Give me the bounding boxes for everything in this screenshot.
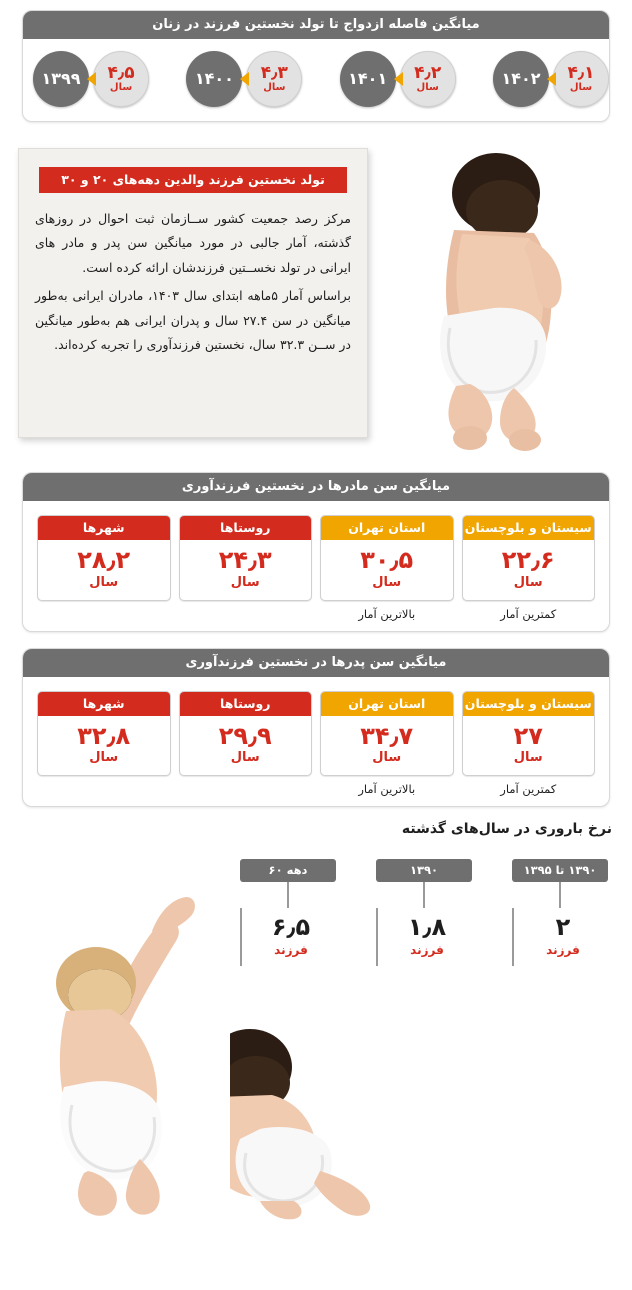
stat-card-head: روستاها (180, 516, 312, 540)
stat-card-value: ۳۰٫۵ (360, 546, 414, 574)
note-paragraph-1: مرکز رصد جمعیت کشور ســازمان ثبت احوال در روزهای گذشته، آمار جالبی در مورد میانگین سن پدر و مادر های ایرانی در تولد نخســتین فرزندشان ارائه کرده است. (35, 211, 351, 275)
mothers-age-cards (23, 501, 609, 631)
stat-card (320, 515, 454, 601)
marriage-gap-unit: سال (416, 81, 439, 93)
fertility-unit: فرزند (274, 943, 308, 958)
marriage-gap-number: ۴٫۱ (567, 62, 595, 83)
stat-card-foot: بالاترین آمار (358, 782, 416, 797)
editorial-note (18, 148, 368, 438)
stat-card-value: ۲۸٫۲ (77, 546, 131, 574)
marriage-gap-value (400, 51, 456, 107)
marriage-gap-number: ۴٫۳ (260, 62, 288, 83)
marriage-gap-value (93, 51, 149, 107)
marriage-gap-value (553, 51, 609, 107)
stat-card-foot: کمترین آمار (500, 782, 557, 797)
fertility-items (240, 859, 608, 966)
fertility-label: ۱۳۹۰ تا ۱۳۹۵ (512, 859, 608, 882)
stat-card-body (321, 716, 453, 776)
fertility-value: ۲ (555, 913, 571, 942)
fathers-age-cards (23, 677, 609, 807)
stat-card-foot: بالاترین آمار (358, 606, 416, 621)
stat-card-unit: سال (230, 750, 260, 766)
marriage-gap-item (33, 51, 139, 107)
fertility-item (240, 859, 336, 966)
arrow-left-icon (240, 72, 249, 86)
marriage-gap-year: ۱۳۹۹ (33, 51, 89, 107)
fertility-label: دهه ۶۰ (240, 859, 336, 882)
stat-card-unit: سال (89, 574, 119, 590)
fathers-age-title: میانگین سن پدرها در نخستین فرزندآوری (23, 649, 609, 677)
stat-card-wrap (179, 515, 313, 623)
stat-card-head: سیستان و بلوچستان (463, 516, 595, 540)
fertility-item (376, 859, 472, 966)
stat-card-wrap (179, 691, 313, 799)
marriage-gap-number: ۴٫۵ (107, 62, 135, 83)
stat-card-unit: سال (372, 574, 402, 590)
stat-card-body (321, 540, 453, 600)
marriage-gap-item (186, 51, 292, 107)
stat-card (179, 691, 313, 777)
marriage-gap-items (23, 39, 609, 121)
baby-photo-top (384, 138, 614, 458)
fertility-box (376, 908, 472, 966)
stat-card-unit: سال (230, 574, 260, 590)
stat-card (37, 691, 171, 777)
stat-card-body (180, 540, 312, 600)
stat-card-body (463, 716, 595, 776)
marriage-gap-title: میانگین فاصله ازدواج تا تولد نخستین فرزند در زنان (23, 11, 609, 39)
connector-line (423, 882, 425, 908)
stat-card-body (38, 540, 170, 600)
marriage-gap-year: ۱۴۰۰ (186, 51, 242, 107)
mothers-age-section (22, 472, 610, 632)
stat-card-unit: سال (89, 750, 119, 766)
fertility-value: ۶٫۵ (271, 913, 311, 942)
stat-card (37, 515, 171, 601)
stat-card-wrap (320, 691, 454, 799)
stat-card-body (463, 540, 595, 600)
baby-photo-bottom-right (0, 891, 230, 1221)
fertility-item (512, 859, 608, 966)
marriage-gap-unit: سال (263, 81, 286, 93)
stat-card-body (38, 716, 170, 776)
stat-card-value: ۲۹٫۹ (218, 721, 272, 750)
stat-card-value: ۲۲٫۶ (501, 546, 555, 574)
note-paragraph-2: براساس آمار ۵ماهه ابتدای سال ۱۴۰۳، مادران ایرانی به‌طور میانگین در سن ۲۷.۴ سال و پدران ایرانی هم به‌طور میانگین در ســن ۳۲.۳ سال، نخستین فرزندآوری را تجربه کرده‌اند. (35, 288, 351, 352)
stat-card-wrap (320, 515, 454, 623)
stat-card-head: روستاها (180, 692, 312, 716)
fathers-age-section (22, 648, 610, 808)
stat-card (462, 691, 596, 777)
fertility-label: ۱۳۹۰ (376, 859, 472, 882)
stat-card-head: شهرها (38, 516, 170, 540)
fertility-value: ۱٫۸ (407, 913, 447, 942)
marriage-gap-unit: سال (109, 81, 133, 93)
stat-card-head: سیستان و بلوچستان (463, 692, 595, 716)
marriage-gap-unit: سال (569, 81, 593, 93)
stat-card (462, 515, 596, 601)
stat-card-body (180, 716, 312, 776)
stat-card-unit: سال (513, 750, 543, 766)
arrow-left-icon (87, 72, 96, 86)
connector-line (559, 882, 561, 908)
stat-card-unit: سال (513, 574, 543, 590)
fertility-unit: فرزند (410, 943, 444, 958)
marriage-gap-value (246, 51, 302, 107)
stat-card-value: ۳۲٫۸ (77, 721, 131, 750)
stat-card-head: استان تهران (321, 516, 453, 540)
arrow-left-icon (394, 72, 403, 86)
stat-card-head: شهرها (38, 692, 170, 716)
mothers-age-title: میانگین سن مادرها در نخستین فرزندآوری (23, 473, 609, 501)
arrow-left-icon (547, 72, 556, 86)
stat-card-value: ۳۴٫۷ (360, 721, 414, 750)
stat-card-value: ۲۷ (513, 721, 543, 750)
stat-card-value: ۲۴٫۳ (218, 546, 272, 574)
fertility-title: نرخ باروری در سال‌های گذشته (401, 821, 612, 838)
stat-card (179, 515, 313, 601)
marriage-gap-item (340, 51, 446, 107)
fertility-unit: فرزند (546, 943, 580, 958)
fertility-section (0, 821, 632, 1221)
stat-card-wrap (462, 515, 596, 623)
connector-line (287, 882, 289, 908)
marriage-gap-year: ۱۴۰۲ (493, 51, 549, 107)
stat-card-head: استان تهران (321, 692, 453, 716)
note-badge: تولد نخستین فرزند والدین دهه‌های ۲۰ و ۳۰ (39, 167, 347, 193)
stat-card-wrap (37, 515, 171, 623)
stat-card-foot: کمترین آمار (500, 606, 557, 621)
fertility-box (240, 908, 336, 966)
marriage-gap-item (493, 51, 599, 107)
marriage-gap-year: ۱۴۰۱ (340, 51, 396, 107)
stat-card-wrap (462, 691, 596, 799)
fertility-box (512, 908, 608, 966)
stat-card-wrap (37, 691, 171, 799)
photo-and-note-section (0, 128, 632, 468)
stat-card (320, 691, 454, 777)
marriage-gap-number: ۴٫۲ (414, 62, 442, 83)
stat-card-unit: سال (372, 750, 402, 766)
marriage-gap-section (22, 10, 610, 122)
